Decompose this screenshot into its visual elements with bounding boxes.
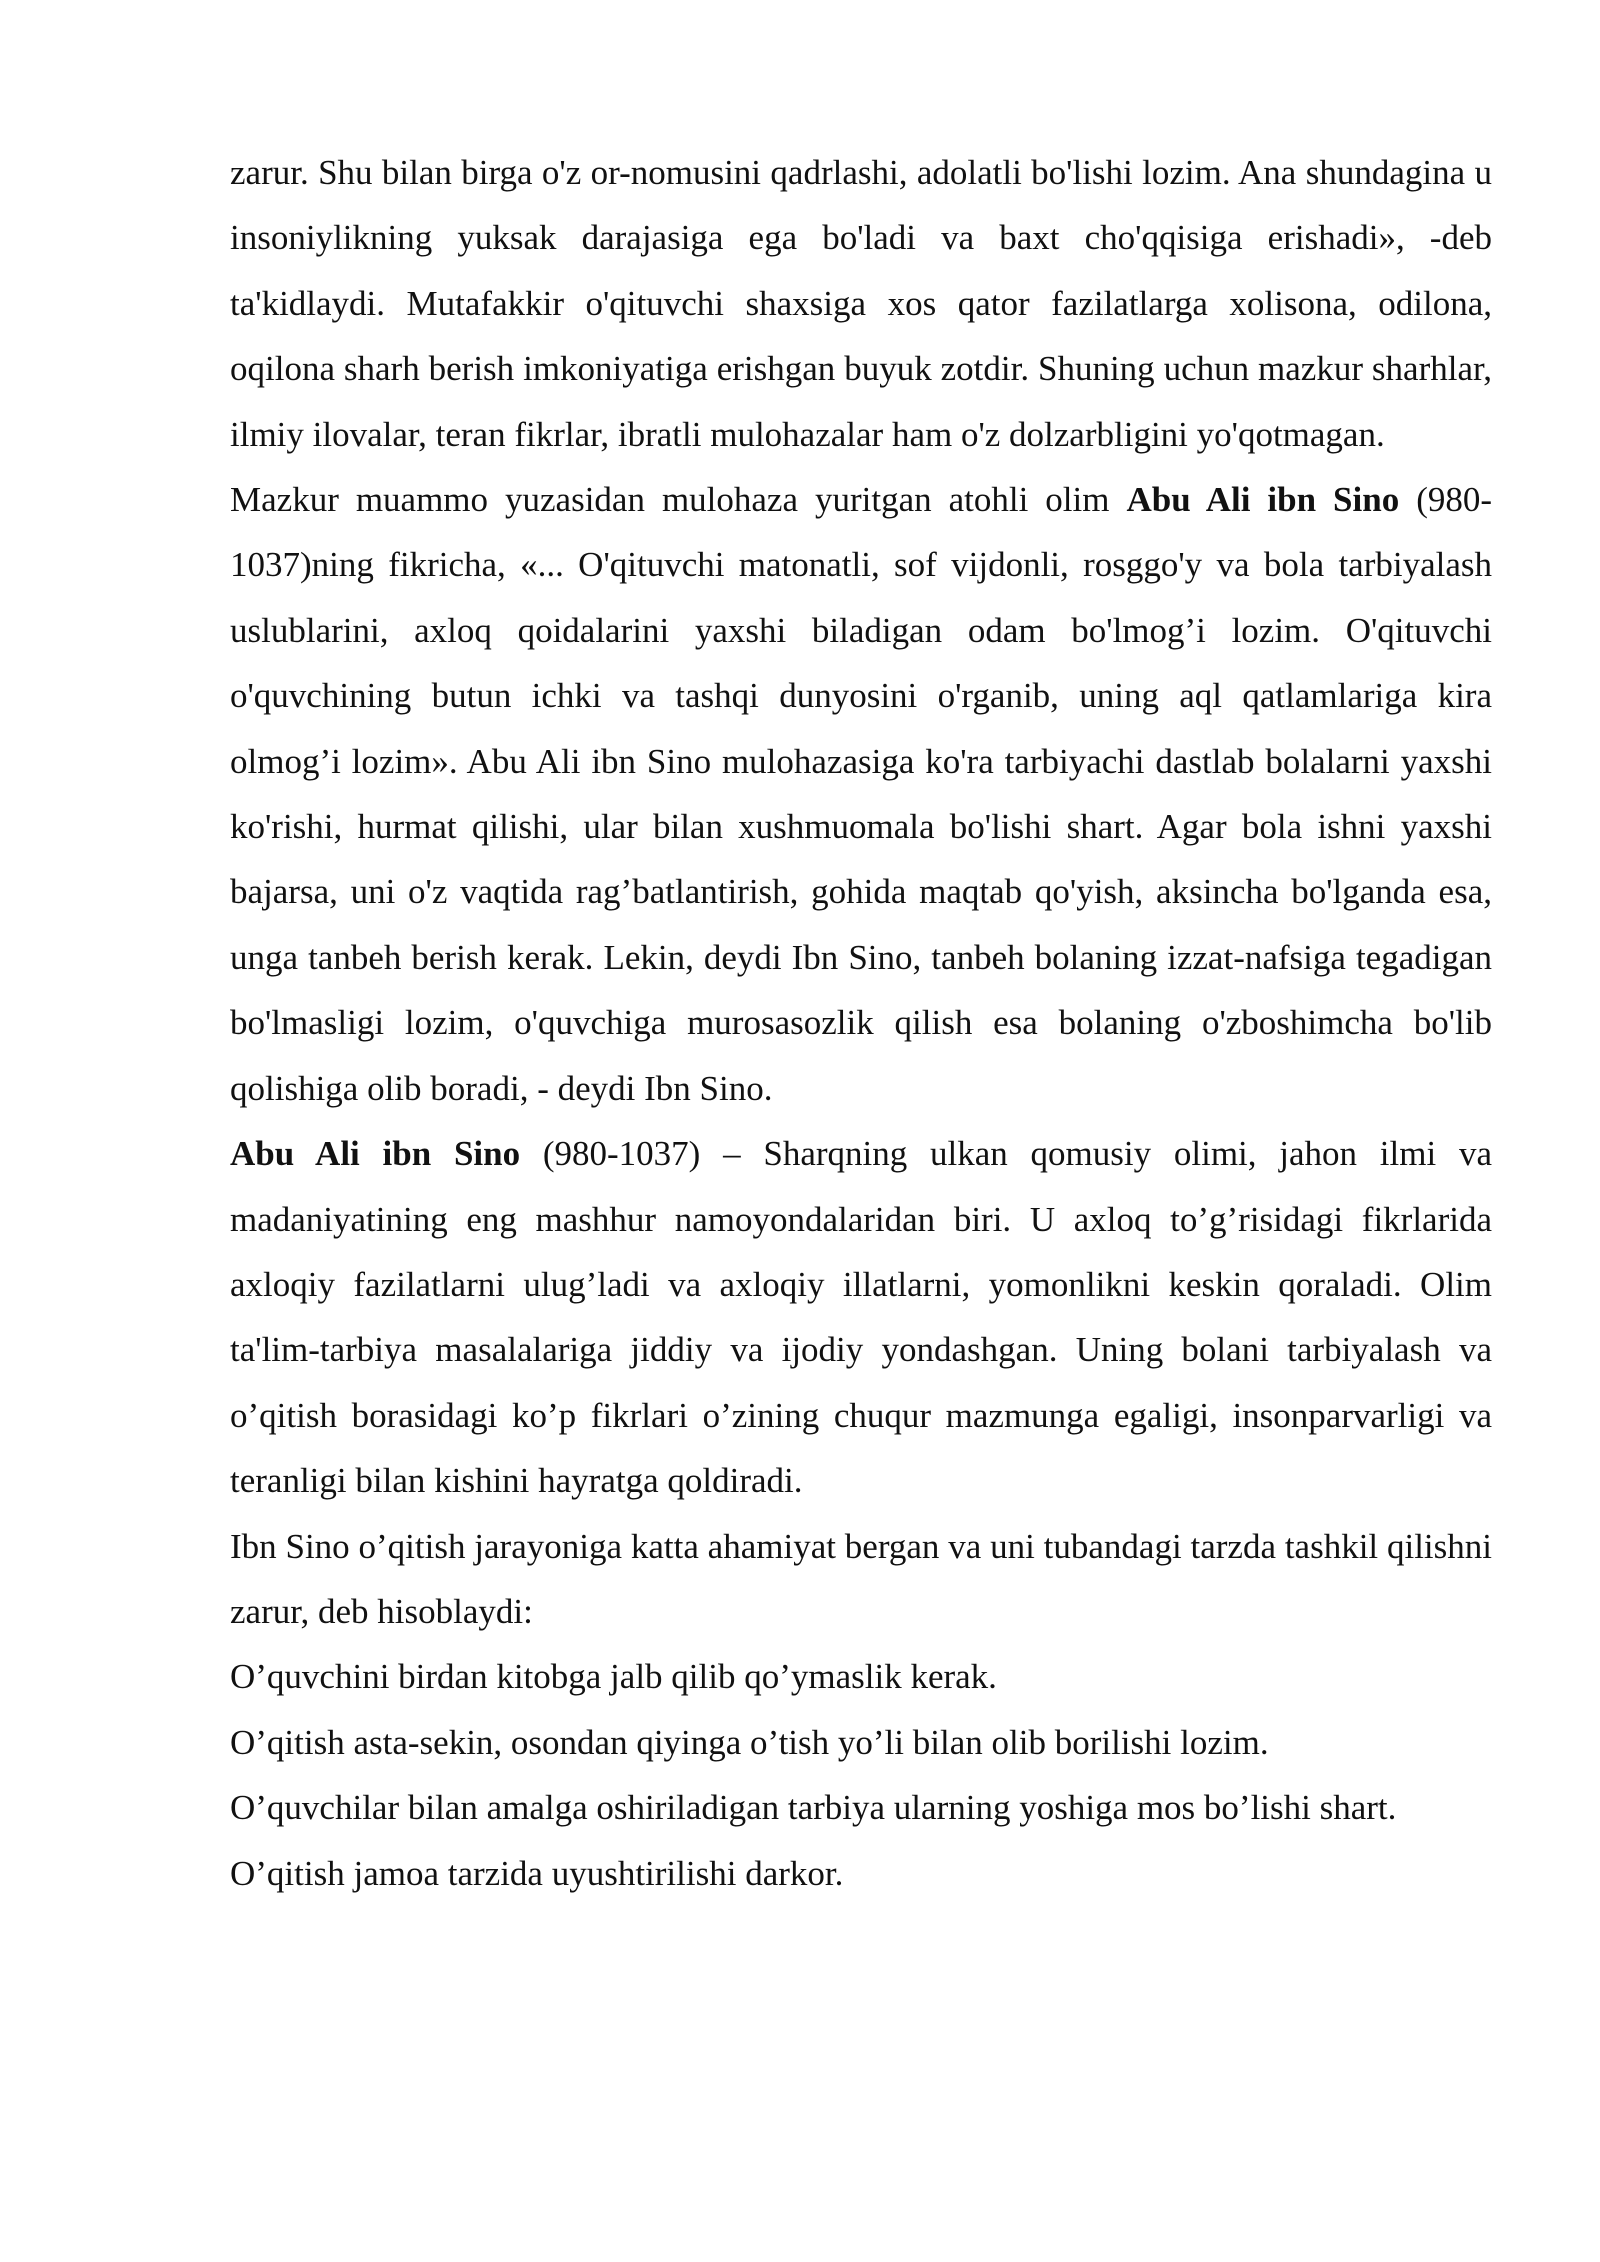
principle-line: O’qitish jamoa tarzida uyushtirilishi darkor. <box>230 1853 844 1893</box>
principle-line: O’qitish asta-sekin, osondan qiyinga o’tish yo’li bilan olib borilishi lozim. <box>230 1722 1269 1762</box>
paragraph-intro <box>230 140 1492 467</box>
paragraph-ibn-sino-bio <box>230 1121 1492 1513</box>
bold-name-abu-ali-ibn-sino: Abu Ali ibn Sino <box>1126 480 1400 520</box>
bold-name-abu-ali-ibn-sino: Abu Ali ibn Sino <box>230 1134 521 1174</box>
paragraph-intro-text: zarur. Shu bilan birga o'z or-nomusini qadrlashi, adolatli bo'lishi lozim. Ana shundagina u insoniylikning yuksak darajasiga ega bo'ladi va baxt cho'qqisiga erishadi», -deb ta'kidlaydi. Mutafakkir o'qituvchi shaxsiga xos qator fazilatlarga xolisona, odilona, oqilona sharh berish imkoniyatiga erishgan buyuk zotdir. Shuning uchun mazkur sharhlar, ilmiy ilovalar, teran fikrlar, ibratli mulohazalar ham o'z dolzarbligini yo'qotmagan. <box>230 153 1492 454</box>
principle-line: O’quvchilar bilan amalga oshiriladigan tarbiya ularning yoshiga mos bo’lishi shart. <box>230 1788 1397 1828</box>
paragraph-teaching-text: Ibn Sino o’qitish jarayoniga katta ahamiyat bergan va uni tubandagi tarzda tashkil qilishni zarur, deb hisoblaydi: <box>230 1526 1492 1631</box>
principle-line: O’quvchini birdan kitobga jalb qilib qo’ymaslik kerak. <box>230 1657 997 1697</box>
paragraph-ibn-sino-opinion <box>230 467 1492 1121</box>
paragraph-text-before: Mazkur muammo yuzasidan mulohaza yuritgan atohli olim <box>230 480 1127 520</box>
paragraph-text-after: (980-1037)ning fikricha, «... O'qituvchi matonatli, sof vijdonli, rosggo'y va bola tarbiyalash uslublarini, axloq qoidalarini yaxshi biladigan odam bo'lmog’i lozim. O'qituvchi o'quvchining butun ichki va tashqi dunyosini o'rganib, uning aql qatlamlariga kira olmog’i lozim». Abu Ali ibn Sino mulohazasiga ko'ra tarbiyachi dastlab bolalarni yaxshi ko'rishi, hurmat qilishi, ular bilan xushmuomala bo'lishi shart. Agar bola ishni yaxshi bajarsa, uni o'z vaqtida rag’batlantirish, gohida maqtab qo'yish, aksincha bo'lganda esa, unga tanbeh berish kerak. Lekin, deydi Ibn Sino, tanbeh bolaning izzat-nafsiga tegadigan bo'lmasligi lozim, o'quvchiga murosasozlik qilish esa bolaning o'zboshimcha bo'lib qolishiga olib boradi, - deydi Ibn Sino. <box>230 480 1493 1108</box>
paragraph-teaching-process <box>230 1514 1492 1645</box>
paragraph-text-after: (980-1037) – Sharqning ulkan qomusiy olimi, jahon ilmi va madaniyatining eng mashhur namoyondalaridan biri. U axloq to’g’risidagi fikrlarida axloqiy fazilatlarni ulug’ladi va axloqiy illatlarni, yomonlikni keskin qoraladi. Olim ta'lim-tarbiya masalalariga jiddiy va ijodiy yondashgan. Uning bolani tarbiyalash va o’qitish borasidagi ko’p fikrlari o’zining chuqur mazmunga egaligi, insonparvarligi va teranligi bilan kishini hayratga qoldiradi. <box>230 1134 1492 1501</box>
document-page <box>230 140 1492 1906</box>
